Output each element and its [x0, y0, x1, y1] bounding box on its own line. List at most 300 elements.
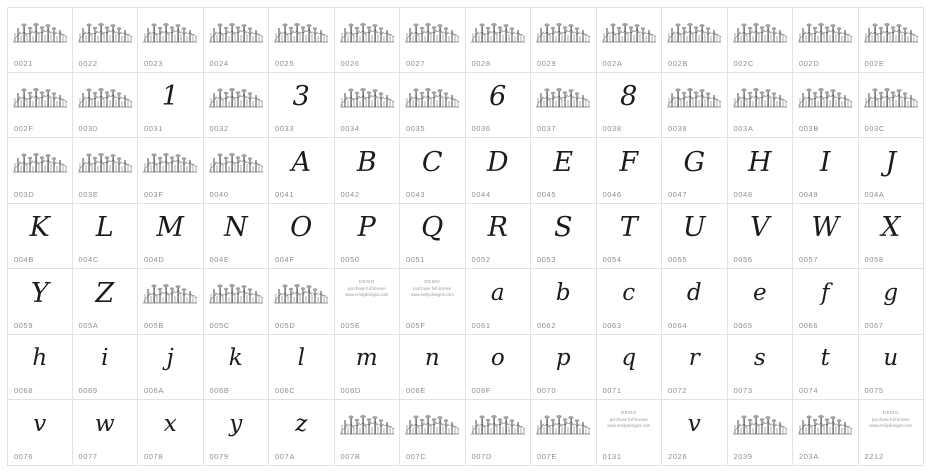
glyph-code-label: 0041	[275, 189, 295, 199]
glyph-cell[interactable]	[662, 204, 728, 270]
glyph-code-label: 006D	[340, 386, 361, 395]
glyph-preview: V	[750, 212, 770, 243]
glyph-code-label: 0042	[340, 189, 360, 199]
unmapped-glyph-icon	[339, 85, 395, 111]
glyph-preview: q	[621, 345, 637, 371]
glyph-preview: P	[357, 212, 376, 243]
glyph-code-label: 004B	[14, 255, 34, 264]
glyph-preview: f	[820, 279, 830, 306]
glyph-cell[interactable]	[400, 7, 466, 73]
glyph-preview: y	[229, 410, 243, 437]
glyph-cell[interactable]	[400, 204, 466, 270]
glyph-cell[interactable]	[73, 400, 139, 466]
glyph-preview: a	[490, 279, 505, 306]
glyph-cell[interactable]	[859, 7, 925, 73]
glyph-cell[interactable]	[269, 269, 335, 335]
glyph-code-label: 004E	[209, 255, 230, 264]
glyph-preview: Q	[421, 212, 444, 243]
demo-line-2: purchase full license	[347, 285, 386, 291]
glyph-cell[interactable]	[728, 335, 794, 401]
glyph-cell[interactable]	[531, 138, 597, 204]
glyph-code-label: 2026	[668, 451, 688, 461]
unmapped-glyph-icon	[404, 85, 460, 111]
unmapped-glyph-icon	[208, 281, 264, 307]
glyph-code-label: 0048	[733, 189, 753, 199]
glyph-code-label: 0069	[78, 386, 98, 395]
glyph-preview: c	[622, 279, 636, 306]
glyph-cell[interactable]	[859, 204, 925, 270]
glyph-cell[interactable]	[7, 335, 73, 401]
glyph-code-label: 0056	[733, 255, 753, 264]
unmapped-glyph-icon	[797, 85, 853, 111]
glyph-cell[interactable]	[138, 204, 204, 270]
glyph-cell[interactable]	[793, 400, 859, 466]
glyph-cell[interactable]	[269, 73, 335, 139]
glyph-code-label: 006A	[144, 386, 164, 395]
unmapped-glyph-icon	[404, 412, 460, 438]
glyph-code-label: 0029	[537, 58, 557, 68]
glyph-code-label: 002D	[799, 58, 820, 68]
glyph-preview: v	[687, 410, 701, 437]
glyph-code-label: 005A	[78, 320, 99, 330]
glyph-cell[interactable]	[531, 7, 597, 73]
glyph-cell[interactable]	[269, 400, 335, 466]
glyph-preview: k	[228, 345, 243, 371]
glyph-code-label: 002A	[602, 58, 623, 68]
glyph-code-label: 0031	[144, 124, 164, 133]
demo-line-1: DEMO	[882, 410, 899, 415]
glyph-cell[interactable]	[7, 204, 73, 270]
glyph-cell[interactable]	[793, 204, 859, 270]
glyph-code-label: 007A	[275, 451, 295, 461]
demo-line-3: www.emilydesigns.com	[410, 291, 454, 297]
glyph-preview: I	[819, 146, 831, 178]
glyph-preview: D	[486, 146, 509, 178]
unmapped-glyph-icon	[535, 85, 591, 111]
glyph-code-label: 0077	[78, 451, 98, 461]
glyph-cell[interactable]	[138, 335, 204, 401]
unmapped-glyph-icon	[12, 20, 68, 46]
glyph-cell[interactable]	[138, 400, 204, 466]
glyph-cell[interactable]	[466, 269, 532, 335]
glyph-preview: u	[883, 345, 899, 371]
unmapped-glyph-icon	[732, 85, 788, 111]
demo-line-1: DEMO	[424, 279, 441, 284]
glyph-cell[interactable]	[400, 335, 466, 401]
unmapped-glyph-icon	[732, 20, 788, 46]
glyph-preview: i	[101, 345, 109, 371]
glyph-cell[interactable]	[793, 73, 859, 139]
glyph-code-label: 0044	[471, 189, 491, 199]
unmapped-glyph-icon	[666, 85, 722, 111]
glyph-preview: h	[32, 345, 48, 371]
glyph-cell[interactable]	[531, 73, 597, 139]
glyph-cell[interactable]	[466, 138, 532, 204]
glyph-code-label: 0022	[78, 58, 98, 68]
glyph-code-label: 003D	[14, 189, 35, 199]
glyph-code-label: 004D	[144, 255, 165, 264]
glyph-code-label: 005C	[209, 320, 230, 330]
glyph-cell[interactable]	[466, 7, 532, 73]
glyph-code-label: 0066	[799, 320, 819, 330]
glyph-cell[interactable]	[466, 204, 532, 270]
glyph-cell[interactable]	[662, 73, 728, 139]
glyph-cell[interactable]	[597, 269, 663, 335]
glyph-cell[interactable]	[859, 400, 925, 466]
glyph-preview: T	[619, 212, 638, 243]
glyph-cell[interactable]	[728, 138, 794, 204]
glyph-cell[interactable]	[859, 269, 925, 335]
unmapped-glyph-icon	[208, 85, 264, 111]
glyph-code-label: 0063	[602, 320, 622, 330]
glyph-cell[interactable]	[531, 204, 597, 270]
glyph-code-label: 0062	[537, 320, 557, 330]
glyph-code-label: 203A	[799, 451, 819, 461]
glyph-preview: Z	[95, 277, 115, 309]
glyph-code-label: 006B	[209, 386, 230, 395]
glyph-cell[interactable]	[269, 204, 335, 270]
glyph-code-label: 0050	[340, 255, 360, 264]
glyph-code-label: 0071	[602, 386, 622, 395]
unmapped-glyph-icon	[535, 412, 591, 438]
glyph-cell[interactable]	[204, 73, 270, 139]
glyph-code-label: 004A	[864, 189, 885, 199]
unmapped-glyph-icon	[273, 20, 329, 46]
glyph-cell[interactable]	[269, 138, 335, 204]
glyph-code-label: 0023	[144, 58, 164, 68]
demo-watermark	[859, 410, 924, 429]
glyph-code-label: 006C	[275, 386, 296, 395]
glyph-code-label: 0051	[406, 255, 426, 264]
glyph-cell[interactable]	[728, 400, 794, 466]
glyph-code-label: 0034	[340, 124, 360, 133]
glyph-preview: R	[487, 212, 508, 243]
glyph-preview: 1	[161, 81, 179, 112]
glyph-code-label: 0021	[14, 58, 34, 68]
glyph-preview: v	[33, 410, 47, 437]
glyph-cell[interactable]	[335, 335, 401, 401]
glyph-cell[interactable]	[597, 204, 663, 270]
glyph-code-label: 0030	[78, 124, 98, 133]
demo-watermark	[335, 279, 400, 298]
glyph-preview: B	[356, 146, 377, 178]
demo-watermark	[400, 279, 465, 298]
glyph-code-label: 0079	[209, 451, 229, 461]
glyph-cell[interactable]	[7, 400, 73, 466]
glyph-cell[interactable]	[466, 335, 532, 401]
glyph-code-label: 0043	[406, 189, 426, 199]
glyph-cell[interactable]	[335, 269, 401, 335]
glyph-cell[interactable]	[531, 269, 597, 335]
glyph-code-label: 0028	[471, 58, 491, 68]
unmapped-glyph-icon	[273, 281, 329, 307]
glyph-code-label: 0076	[14, 451, 34, 461]
glyph-cell[interactable]	[400, 269, 466, 335]
glyph-code-label: 0053	[537, 255, 557, 264]
glyph-cell[interactable]	[662, 400, 728, 466]
glyph-code-label: 005D	[275, 320, 296, 330]
unmapped-glyph-icon	[77, 20, 133, 46]
unmapped-glyph-icon	[142, 281, 198, 307]
glyph-cell[interactable]	[204, 204, 270, 270]
glyph-cell[interactable]	[531, 335, 597, 401]
glyph-code-label: 0057	[799, 255, 819, 264]
glyph-code-label: 005B	[144, 320, 164, 330]
glyph-cell[interactable]	[400, 138, 466, 204]
glyph-cell[interactable]	[597, 400, 663, 466]
glyph-cell[interactable]	[335, 7, 401, 73]
glyph-preview: l	[297, 345, 305, 371]
glyph-cell[interactable]	[793, 269, 859, 335]
glyph-preview: e	[752, 279, 767, 306]
glyph-cell[interactable]	[335, 400, 401, 466]
glyph-code-label: 007C	[406, 451, 427, 461]
glyph-code-label: 007D	[471, 451, 492, 461]
glyph-code-label: 002E	[864, 58, 885, 68]
glyph-code-label: 0064	[668, 320, 688, 330]
glyph-cell[interactable]	[728, 204, 794, 270]
unmapped-glyph-icon	[666, 20, 722, 46]
glyph-code-label: 0059	[14, 320, 34, 330]
glyph-preview: Y	[30, 277, 49, 309]
glyph-preview: C	[421, 146, 443, 178]
glyph-cell[interactable]	[859, 138, 925, 204]
glyph-code-label: 0047	[668, 189, 688, 199]
glyph-code-label: 0061	[471, 320, 491, 330]
glyph-cell[interactable]	[138, 73, 204, 139]
glyph-preview: W	[811, 212, 840, 243]
glyph-preview: x	[163, 410, 177, 437]
unmapped-glyph-icon	[142, 20, 198, 46]
unmapped-glyph-icon	[797, 20, 853, 46]
glyph-code-label: 0038	[602, 124, 622, 133]
glyph-code-label: 0032	[209, 124, 229, 133]
glyph-code-label: 0054	[602, 255, 622, 264]
glyph-code-label: 004C	[78, 255, 99, 264]
glyph-preview: K	[29, 212, 50, 243]
unmapped-glyph-icon	[601, 20, 657, 46]
glyph-code-label: 0026	[340, 58, 360, 68]
demo-line-3: www.emilydesigns.com	[345, 291, 389, 297]
glyph-preview: r	[688, 345, 700, 371]
glyph-code-label: 0046	[602, 189, 622, 199]
glyph-code-label: 0037	[537, 124, 557, 133]
glyph-preview: 8	[620, 81, 638, 112]
glyph-cell[interactable]	[662, 138, 728, 204]
glyph-code-label: 005E	[340, 320, 361, 330]
glyph-cell[interactable]	[335, 73, 401, 139]
unmapped-glyph-icon	[339, 412, 395, 438]
glyph-cell[interactable]	[73, 138, 139, 204]
unmapped-glyph-icon	[339, 20, 395, 46]
glyph-code-label: 003E	[78, 189, 99, 199]
glyph-code-label: 0045	[537, 189, 557, 199]
glyph-code-label: 2039	[733, 451, 753, 461]
glyph-cell[interactable]	[204, 400, 270, 466]
glyph-preview: j	[166, 345, 174, 371]
glyph-code-label: 002F	[14, 124, 34, 133]
glyph-preview: p	[555, 345, 571, 371]
glyph-code-label: 0025	[275, 58, 295, 68]
glyph-code-label: 0036	[471, 124, 491, 133]
glyph-preview: d	[686, 279, 702, 306]
glyph-cell[interactable]	[859, 73, 925, 139]
unmapped-glyph-icon	[12, 150, 68, 176]
glyph-preview: O	[290, 212, 313, 243]
glyph-cell[interactable]	[597, 73, 663, 139]
glyph-cell[interactable]	[400, 73, 466, 139]
glyph-code-label: 0073	[733, 386, 753, 395]
glyph-code-label: 0065	[733, 320, 753, 330]
glyph-code-label: 0035	[406, 124, 426, 133]
glyph-cell[interactable]	[793, 138, 859, 204]
unmapped-glyph-icon	[535, 20, 591, 46]
unmapped-glyph-icon	[77, 85, 133, 111]
glyph-code-label: 006F	[471, 386, 491, 395]
glyph-code-label: 004F	[275, 255, 295, 264]
unmapped-glyph-icon	[142, 150, 198, 176]
glyph-cell[interactable]	[466, 400, 532, 466]
glyph-code-label: 0075	[864, 386, 884, 395]
glyph-code-label: 0039	[668, 124, 688, 133]
demo-line-1: DEMO	[620, 410, 637, 415]
unmapped-glyph-icon	[863, 20, 919, 46]
glyph-code-label: 0049	[799, 189, 819, 199]
glyph-cell[interactable]	[204, 138, 270, 204]
glyph-cell[interactable]	[793, 335, 859, 401]
glyph-cell[interactable]	[597, 7, 663, 73]
glyph-preview: t	[820, 345, 830, 371]
glyph-preview: s	[753, 345, 766, 371]
glyph-cell[interactable]	[73, 335, 139, 401]
glyph-cell[interactable]	[531, 400, 597, 466]
glyph-preview: n	[424, 345, 440, 371]
glyph-cell[interactable]	[269, 7, 335, 73]
glyph-cell[interactable]	[793, 7, 859, 73]
glyph-cell[interactable]	[73, 73, 139, 139]
unmapped-glyph-icon	[470, 412, 526, 438]
glyph-code-label: 0078	[144, 451, 164, 461]
glyph-code-label: 002B	[668, 58, 688, 68]
glyph-cell[interactable]	[138, 138, 204, 204]
glyph-code-label: 0040	[209, 189, 229, 199]
glyph-cell[interactable]	[335, 204, 401, 270]
glyph-preview: L	[95, 212, 114, 243]
glyph-preview: z	[295, 410, 308, 437]
glyph-code-label: 0131	[602, 451, 622, 461]
unmapped-glyph-icon	[208, 20, 264, 46]
glyph-cell[interactable]	[7, 7, 73, 73]
unmapped-glyph-icon	[77, 150, 133, 176]
glyph-cell[interactable]	[597, 138, 663, 204]
glyph-code-label: 007B	[340, 451, 361, 461]
glyph-code-label: 0072	[668, 386, 688, 395]
glyph-cell[interactable]	[7, 73, 73, 139]
glyph-preview: 3	[292, 81, 310, 112]
glyph-cell[interactable]	[138, 269, 204, 335]
glyph-code-label: 003C	[864, 124, 885, 133]
glyph-preview: U	[682, 212, 706, 243]
glyph-cell[interactable]	[728, 269, 794, 335]
glyph-code-label: 0055	[668, 255, 688, 264]
glyph-cell[interactable]	[73, 7, 139, 73]
demo-line-3: www.emilydesigns.com	[607, 422, 651, 428]
glyph-cell[interactable]	[662, 335, 728, 401]
glyph-cell[interactable]	[7, 269, 73, 335]
glyph-code-label: 0033	[275, 124, 295, 133]
glyph-preview: S	[554, 212, 573, 243]
glyph-cell[interactable]	[466, 73, 532, 139]
unmapped-glyph-icon	[404, 20, 460, 46]
glyph-code-label: 003A	[733, 124, 754, 133]
glyph-code-label: 0058	[864, 255, 884, 264]
glyph-preview: J	[885, 146, 897, 178]
glyph-cell[interactable]	[73, 269, 139, 335]
unmapped-glyph-icon	[470, 20, 526, 46]
glyph-cell[interactable]	[204, 269, 270, 335]
demo-line-3: www.emilydesigns.com	[869, 422, 913, 428]
glyph-cell[interactable]	[728, 73, 794, 139]
glyph-cell[interactable]	[335, 138, 401, 204]
glyph-code-label: 006E	[406, 386, 426, 395]
glyph-preview: g	[883, 279, 899, 306]
glyph-cell[interactable]	[7, 138, 73, 204]
unmapped-glyph-icon	[863, 85, 919, 111]
glyph-preview: w	[94, 410, 115, 437]
glyph-preview: G	[683, 146, 706, 178]
glyph-cell[interactable]	[662, 7, 728, 73]
glyph-preview: b	[555, 279, 571, 306]
glyph-cell[interactable]	[269, 335, 335, 401]
glyph-preview: E	[553, 146, 574, 178]
glyph-preview: 6	[489, 81, 507, 112]
demo-line-2: purchase full license	[609, 416, 648, 422]
glyph-cell[interactable]	[597, 335, 663, 401]
glyph-preview: o	[490, 345, 505, 371]
unmapped-glyph-icon	[12, 85, 68, 111]
glyph-code-label: 0068	[14, 386, 34, 395]
glyph-cell[interactable]	[728, 7, 794, 73]
glyph-code-label: 002C	[733, 58, 754, 68]
glyph-code-label: 003B	[799, 124, 819, 133]
glyph-code-label: 0024	[209, 58, 229, 68]
glyph-code-label: 007E	[537, 451, 557, 461]
glyph-preview: N	[223, 212, 248, 243]
demo-line-1: DEMO	[358, 279, 375, 284]
glyph-preview: F	[619, 146, 639, 178]
glyph-code-label: 0052	[471, 255, 491, 264]
glyph-cell[interactable]	[400, 400, 466, 466]
glyph-cell[interactable]	[138, 7, 204, 73]
unmapped-glyph-icon	[208, 150, 264, 176]
unmapped-glyph-icon	[797, 412, 853, 438]
glyph-cell[interactable]	[859, 335, 925, 401]
glyph-cell[interactable]	[204, 7, 270, 73]
demo-line-2: purchase full license	[413, 285, 452, 291]
glyph-code-label: 0070	[537, 386, 557, 395]
glyph-preview: m	[355, 345, 378, 371]
glyph-code-label: 2212	[864, 451, 884, 461]
glyph-preview: A	[291, 146, 311, 178]
glyph-code-label: 0027	[406, 58, 426, 68]
glyph-cell[interactable]	[204, 335, 270, 401]
demo-line-2: purchase full license	[871, 416, 910, 422]
glyph-code-label: 005F	[406, 320, 426, 330]
glyph-preview: M	[156, 212, 185, 243]
glyph-cell[interactable]	[73, 204, 139, 270]
glyph-cell[interactable]	[662, 269, 728, 335]
glyph-preview: H	[747, 146, 772, 178]
